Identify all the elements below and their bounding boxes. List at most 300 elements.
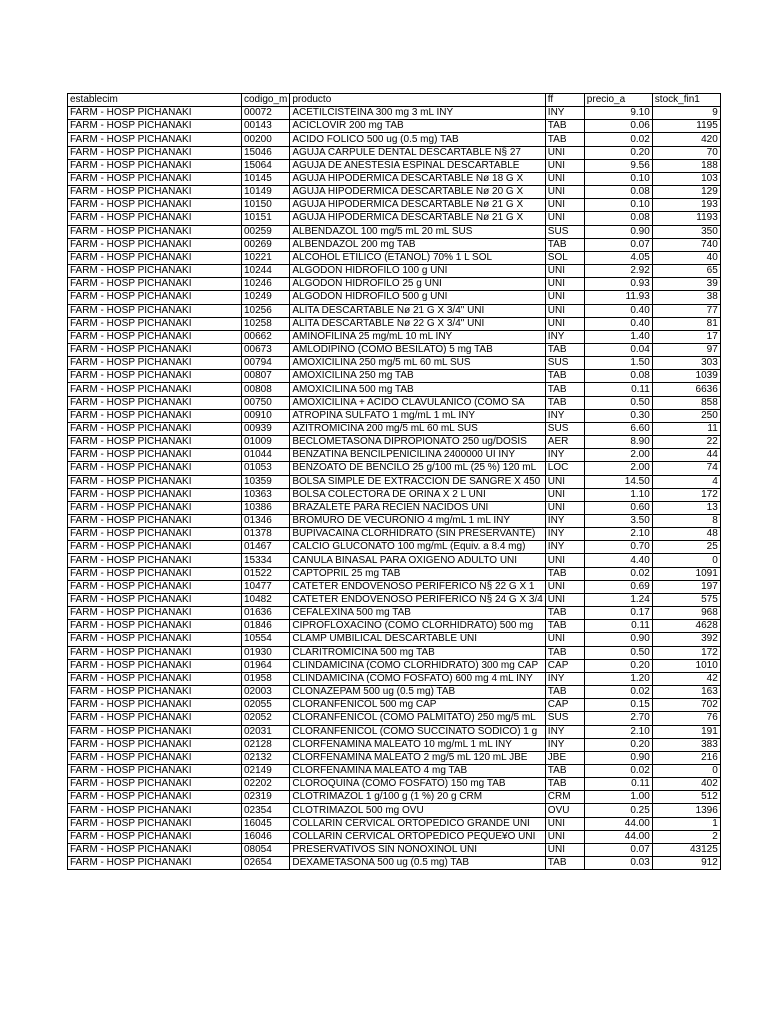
- cell-ff: CRM: [545, 791, 584, 804]
- cell-establecim: FARM - HOSP PICHANAKI: [68, 712, 242, 725]
- table-row: [68, 238, 721, 251]
- cell-ff: INY: [545, 725, 584, 738]
- cell-producto: CAPTOPRIL 25 mg TAB: [290, 567, 545, 580]
- cell-producto: CLINDAMICINA (COMO CLORHIDRATO) 300 mg CAP: [290, 659, 545, 672]
- cell-stock: 1193: [652, 212, 720, 225]
- cell-precio: 0.90: [584, 633, 652, 646]
- cell-precio: 0.02: [584, 567, 652, 580]
- table-row: [68, 725, 721, 738]
- cell-establecim: FARM - HOSP PICHANAKI: [68, 580, 242, 593]
- cell-producto: ALITA DESCARTABLE Nø 22 G X 3/4" UNI: [290, 317, 545, 330]
- cell-producto: AMOXICILINA 500 mg TAB: [290, 383, 545, 396]
- table-row: [68, 396, 721, 409]
- cell-establecim: FARM - HOSP PICHANAKI: [68, 172, 242, 185]
- cell-establecim: FARM - HOSP PICHANAKI: [68, 449, 242, 462]
- cell-precio: 6.60: [584, 422, 652, 435]
- cell-establecim: FARM - HOSP PICHANAKI: [68, 120, 242, 133]
- cell-stock: 4: [652, 475, 720, 488]
- cell-ff: TAB: [545, 396, 584, 409]
- cell-stock: 858: [652, 396, 720, 409]
- cell-producto: CLARITROMICINA 500 mg TAB: [290, 646, 545, 659]
- cell-establecim: FARM - HOSP PICHANAKI: [68, 738, 242, 751]
- cell-codigo: 10477: [242, 580, 290, 593]
- cell-ff: OVU: [545, 804, 584, 817]
- table-row: [68, 133, 721, 146]
- table-row: [68, 672, 721, 685]
- cell-codigo: 00807: [242, 370, 290, 383]
- cell-codigo: 10482: [242, 593, 290, 606]
- cell-codigo: 10149: [242, 186, 290, 199]
- cell-producto: ALGODON HIDROFILO 500 g UNI: [290, 291, 545, 304]
- header-stock: stock_fin1: [652, 94, 720, 107]
- cell-ff: TAB: [545, 383, 584, 396]
- cell-producto: CLORFENAMINA MALEATO 10 mg/mL 1 mL INY: [290, 738, 545, 751]
- cell-establecim: FARM - HOSP PICHANAKI: [68, 659, 242, 672]
- cell-stock: 163: [652, 686, 720, 699]
- cell-ff: UNI: [545, 593, 584, 606]
- cell-codigo: 15064: [242, 159, 290, 172]
- cell-codigo: 00750: [242, 396, 290, 409]
- cell-producto: AMLODIPINO (COMO BESILATO) 5 mg TAB: [290, 343, 545, 356]
- cell-ff: INY: [545, 738, 584, 751]
- cell-establecim: FARM - HOSP PICHANAKI: [68, 317, 242, 330]
- cell-precio: 1.24: [584, 593, 652, 606]
- cell-producto: BENZOATO DE BENCILO 25 g/100 mL (25 %) 120 mL: [290, 462, 545, 475]
- cell-stock: 8: [652, 515, 720, 528]
- table-row: [68, 501, 721, 514]
- table-row: [68, 225, 721, 238]
- table-row: [68, 436, 721, 449]
- cell-codigo: 00072: [242, 107, 290, 120]
- table-row: [68, 515, 721, 528]
- cell-producto: ACIDO FOLICO 500 ug (0.5 mg) TAB: [290, 133, 545, 146]
- table-row: [68, 330, 721, 343]
- cell-precio: 0.40: [584, 304, 652, 317]
- table-row: [68, 580, 721, 593]
- cell-stock: 512: [652, 791, 720, 804]
- cell-ff: JBE: [545, 751, 584, 764]
- cell-codigo: 00794: [242, 357, 290, 370]
- cell-precio: 2.10: [584, 528, 652, 541]
- cell-stock: 1039: [652, 370, 720, 383]
- cell-establecim: FARM - HOSP PICHANAKI: [68, 686, 242, 699]
- cell-codigo: 08054: [242, 843, 290, 856]
- table-row: [68, 857, 721, 870]
- cell-stock: 44: [652, 449, 720, 462]
- cell-producto: AGUJA HIPODERMICA DESCARTABLE Nø 21 G X: [290, 199, 545, 212]
- cell-stock: 65: [652, 265, 720, 278]
- cell-producto: PRESERVATIVOS SIN NONOXINOL UNI: [290, 843, 545, 856]
- cell-precio: 4.40: [584, 554, 652, 567]
- cell-precio: 0.11: [584, 778, 652, 791]
- cell-producto: AGUJA HIPODERMICA DESCARTABLE Nø 20 G X: [290, 186, 545, 199]
- cell-codigo: 02132: [242, 751, 290, 764]
- cell-establecim: FARM - HOSP PICHANAKI: [68, 804, 242, 817]
- cell-stock: 193: [652, 199, 720, 212]
- cell-establecim: FARM - HOSP PICHANAKI: [68, 830, 242, 843]
- cell-producto: BUPIVACAINA CLORHIDRATO (SIN PRESERVANTE): [290, 528, 545, 541]
- cell-stock: 48: [652, 528, 720, 541]
- cell-ff: UNI: [545, 580, 584, 593]
- cell-precio: 3.50: [584, 515, 652, 528]
- cell-establecim: FARM - HOSP PICHANAKI: [68, 567, 242, 580]
- cell-establecim: FARM - HOSP PICHANAKI: [68, 343, 242, 356]
- cell-producto: BOLSA SIMPLE DE EXTRACCION DE SANGRE X 450: [290, 475, 545, 488]
- cell-precio: 0.60: [584, 501, 652, 514]
- cell-stock: 575: [652, 593, 720, 606]
- table-row: [68, 409, 721, 422]
- cell-codigo: 10145: [242, 172, 290, 185]
- cell-precio: 0.69: [584, 580, 652, 593]
- cell-precio: 0.93: [584, 278, 652, 291]
- cell-ff: UNI: [545, 291, 584, 304]
- cell-ff: UNI: [545, 633, 584, 646]
- cell-establecim: FARM - HOSP PICHANAKI: [68, 791, 242, 804]
- cell-ff: UNI: [545, 199, 584, 212]
- cell-ff: UNI: [545, 843, 584, 856]
- cell-producto: ALGODON HIDROFILO 25 g UNI: [290, 278, 545, 291]
- cell-stock: 25: [652, 541, 720, 554]
- cell-codigo: 10363: [242, 488, 290, 501]
- cell-ff: UNI: [545, 265, 584, 278]
- cell-establecim: FARM - HOSP PICHANAKI: [68, 528, 242, 541]
- cell-producto: DEXAMETASONA 500 ug (0.5 mg) TAB: [290, 857, 545, 870]
- cell-ff: TAB: [545, 857, 584, 870]
- cell-ff: UNI: [545, 186, 584, 199]
- table-row: [68, 646, 721, 659]
- cell-ff: TAB: [545, 686, 584, 699]
- cell-producto: CLORFENAMINA MALEATO 2 mg/5 mL 120 mL JBE: [290, 751, 545, 764]
- cell-ff: UNI: [545, 501, 584, 514]
- cell-establecim: FARM - HOSP PICHANAKI: [68, 357, 242, 370]
- cell-precio: 2.70: [584, 712, 652, 725]
- table-row: [68, 172, 721, 185]
- cell-precio: 2.00: [584, 449, 652, 462]
- table-row: [68, 357, 721, 370]
- cell-codigo: 00269: [242, 238, 290, 251]
- table-row: [68, 738, 721, 751]
- cell-producto: AMINOFILINA 25 mg/mL 10 mL INY: [290, 330, 545, 343]
- cell-ff: TAB: [545, 607, 584, 620]
- cell-codigo: 00808: [242, 383, 290, 396]
- cell-precio: 0.11: [584, 383, 652, 396]
- cell-ff: UNI: [545, 278, 584, 291]
- cell-producto: ALCOHOL ETILICO (ETANOL) 70% 1 L SOL: [290, 251, 545, 264]
- cell-codigo: 15046: [242, 146, 290, 159]
- cell-establecim: FARM - HOSP PICHANAKI: [68, 462, 242, 475]
- cell-ff: UNI: [545, 212, 584, 225]
- cell-producto: ACICLOVIR 200 mg TAB: [290, 120, 545, 133]
- cell-establecim: FARM - HOSP PICHANAKI: [68, 304, 242, 317]
- cell-stock: 912: [652, 857, 720, 870]
- cell-stock: 76: [652, 712, 720, 725]
- cell-producto: BROMURO DE VECURONIO 4 mg/mL 1 mL INY: [290, 515, 545, 528]
- cell-precio: 1.50: [584, 357, 652, 370]
- cell-ff: INY: [545, 672, 584, 685]
- cell-precio: 0.08: [584, 370, 652, 383]
- cell-ff: UNI: [545, 159, 584, 172]
- cell-precio: 9.10: [584, 107, 652, 120]
- table-row: [68, 528, 721, 541]
- cell-establecim: FARM - HOSP PICHANAKI: [68, 475, 242, 488]
- cell-precio: 2.00: [584, 462, 652, 475]
- cell-ff: INY: [545, 107, 584, 120]
- cell-stock: 38: [652, 291, 720, 304]
- table-row: [68, 343, 721, 356]
- cell-establecim: FARM - HOSP PICHANAKI: [68, 541, 242, 554]
- table-row: [68, 383, 721, 396]
- cell-codigo: 10554: [242, 633, 290, 646]
- cell-producto: ALBENDAZOL 200 mg TAB: [290, 238, 545, 251]
- cell-precio: 0.07: [584, 843, 652, 856]
- cell-establecim: FARM - HOSP PICHANAKI: [68, 265, 242, 278]
- cell-stock: 39: [652, 278, 720, 291]
- cell-ff: UNI: [545, 830, 584, 843]
- cell-establecim: FARM - HOSP PICHANAKI: [68, 607, 242, 620]
- cell-ff: LOC: [545, 462, 584, 475]
- header-precio: precio_a: [584, 94, 652, 107]
- cell-codigo: 16046: [242, 830, 290, 843]
- cell-establecim: FARM - HOSP PICHANAKI: [68, 186, 242, 199]
- cell-establecim: FARM - HOSP PICHANAKI: [68, 225, 242, 238]
- cell-producto: CLORANFENICOL (COMO PALMITATO) 250 mg/5 mL: [290, 712, 545, 725]
- table-row: [68, 199, 721, 212]
- table-row: [68, 488, 721, 501]
- cell-producto: CLOTRIMAZOL 1 g/100 g (1 %) 20 g CRM: [290, 791, 545, 804]
- cell-producto: AGUJA HIPODERMICA DESCARTABLE Nø 18 G X: [290, 172, 545, 185]
- cell-establecim: FARM - HOSP PICHANAKI: [68, 396, 242, 409]
- table-row: [68, 107, 721, 120]
- cell-precio: 0.50: [584, 646, 652, 659]
- cell-producto: AMOXICILINA + ACIDO CLAVULANICO (COMO SA: [290, 396, 545, 409]
- cell-codigo: 02202: [242, 778, 290, 791]
- cell-stock: 17: [652, 330, 720, 343]
- cell-establecim: FARM - HOSP PICHANAKI: [68, 291, 242, 304]
- cell-precio: 0.90: [584, 751, 652, 764]
- cell-codigo: 02128: [242, 738, 290, 751]
- cell-precio: 9.56: [584, 159, 652, 172]
- cell-establecim: FARM - HOSP PICHANAKI: [68, 857, 242, 870]
- cell-establecim: FARM - HOSP PICHANAKI: [68, 699, 242, 712]
- cell-ff: UNI: [545, 488, 584, 501]
- cell-ff: SUS: [545, 422, 584, 435]
- cell-stock: 70: [652, 146, 720, 159]
- cell-codigo: 01378: [242, 528, 290, 541]
- cell-ff: CAP: [545, 659, 584, 672]
- table-row: [68, 712, 721, 725]
- cell-precio: 11.93: [584, 291, 652, 304]
- cell-producto: BOLSA COLECTORA DE ORINA X 2 L UNI: [290, 488, 545, 501]
- cell-stock: 0: [652, 764, 720, 777]
- cell-producto: ALITA DESCARTABLE Nø 21 G X 3/4" UNI: [290, 304, 545, 317]
- cell-producto: ALBENDAZOL 100 mg/5 mL 20 mL SUS: [290, 225, 545, 238]
- cell-producto: CLOTRIMAZOL 500 mg OVU: [290, 804, 545, 817]
- cell-precio: 0.08: [584, 186, 652, 199]
- stock-table: [67, 93, 721, 870]
- cell-stock: 197: [652, 580, 720, 593]
- cell-stock: 6636: [652, 383, 720, 396]
- cell-producto: AGUJA HIPODERMICA DESCARTABLE Nø 21 G X: [290, 212, 545, 225]
- table-row: [68, 633, 721, 646]
- table-row: [68, 554, 721, 567]
- cell-ff: SOL: [545, 251, 584, 264]
- cell-stock: 1091: [652, 567, 720, 580]
- cell-precio: 1.20: [584, 672, 652, 685]
- cell-producto: CANULA BINASAL PARA OXIGENO ADULTO UNI: [290, 554, 545, 567]
- cell-precio: 0.15: [584, 699, 652, 712]
- table-row: [68, 120, 721, 133]
- cell-establecim: FARM - HOSP PICHANAKI: [68, 593, 242, 606]
- cell-producto: ACETILCISTEINA 300 mg 3 mL INY: [290, 107, 545, 120]
- cell-stock: 97: [652, 343, 720, 356]
- cell-establecim: FARM - HOSP PICHANAKI: [68, 515, 242, 528]
- table-row: [68, 186, 721, 199]
- table-row: [68, 449, 721, 462]
- cell-codigo: 02003: [242, 686, 290, 699]
- table-row: [68, 212, 721, 225]
- cell-codigo: 10249: [242, 291, 290, 304]
- cell-establecim: FARM - HOSP PICHANAKI: [68, 488, 242, 501]
- cell-codigo: 10151: [242, 212, 290, 225]
- table-row: [68, 146, 721, 159]
- cell-codigo: 02031: [242, 725, 290, 738]
- cell-establecim: FARM - HOSP PICHANAKI: [68, 554, 242, 567]
- cell-stock: 350: [652, 225, 720, 238]
- cell-stock: 74: [652, 462, 720, 475]
- cell-precio: 0.90: [584, 225, 652, 238]
- cell-codigo: 01009: [242, 436, 290, 449]
- cell-ff: INY: [545, 409, 584, 422]
- cell-codigo: 00910: [242, 409, 290, 422]
- cell-establecim: FARM - HOSP PICHANAKI: [68, 238, 242, 251]
- cell-producto: CLORFENAMINA MALEATO 4 mg TAB: [290, 764, 545, 777]
- cell-producto: CATETER ENDOVENOSO PERIFERICO N§ 24 G X 3/4: [290, 593, 545, 606]
- cell-precio: 44.00: [584, 830, 652, 843]
- table-row: [68, 251, 721, 264]
- cell-establecim: FARM - HOSP PICHANAKI: [68, 501, 242, 514]
- table-row: [68, 843, 721, 856]
- cell-producto: ATROPINA SULFATO 1 mg/mL 1 mL INY: [290, 409, 545, 422]
- header-producto: producto: [290, 94, 545, 107]
- table-row: [68, 159, 721, 172]
- table-row: [68, 607, 721, 620]
- cell-codigo: 01930: [242, 646, 290, 659]
- cell-precio: 0.30: [584, 409, 652, 422]
- cell-establecim: FARM - HOSP PICHANAKI: [68, 817, 242, 830]
- cell-precio: 0.11: [584, 620, 652, 633]
- header-ff: ff: [545, 94, 584, 107]
- cell-precio: 0.25: [584, 804, 652, 817]
- cell-stock: 392: [652, 633, 720, 646]
- cell-ff: CAP: [545, 699, 584, 712]
- cell-precio: 1.10: [584, 488, 652, 501]
- cell-producto: CATETER ENDOVENOSO PERIFERICO N§ 22 G X 1: [290, 580, 545, 593]
- cell-producto: AMOXICILINA 250 mg TAB: [290, 370, 545, 383]
- cell-stock: 1010: [652, 659, 720, 672]
- cell-stock: 968: [652, 607, 720, 620]
- cell-ff: TAB: [545, 370, 584, 383]
- cell-producto: BRAZALETE PARA RECIEN NACIDOS UNI: [290, 501, 545, 514]
- cell-ff: UNI: [545, 304, 584, 317]
- cell-codigo: 10221: [242, 251, 290, 264]
- cell-codigo: 01053: [242, 462, 290, 475]
- cell-ff: UNI: [545, 817, 584, 830]
- table-row: [68, 804, 721, 817]
- table-row: [68, 265, 721, 278]
- cell-precio: 0.07: [584, 238, 652, 251]
- cell-precio: 2.10: [584, 725, 652, 738]
- table-row: [68, 778, 721, 791]
- cell-codigo: 00200: [242, 133, 290, 146]
- cell-establecim: FARM - HOSP PICHANAKI: [68, 146, 242, 159]
- table-row: [68, 370, 721, 383]
- cell-precio: 0.40: [584, 317, 652, 330]
- cell-ff: TAB: [545, 567, 584, 580]
- cell-precio: 0.20: [584, 738, 652, 751]
- table-row: [68, 830, 721, 843]
- cell-ff: INY: [545, 449, 584, 462]
- cell-stock: 22: [652, 436, 720, 449]
- cell-stock: 188: [652, 159, 720, 172]
- cell-precio: 0.70: [584, 541, 652, 554]
- table-row: [68, 462, 721, 475]
- cell-ff: SUS: [545, 357, 584, 370]
- cell-ff: INY: [545, 541, 584, 554]
- cell-precio: 0.06: [584, 120, 652, 133]
- cell-stock: 103: [652, 172, 720, 185]
- table-row: [68, 699, 721, 712]
- cell-establecim: FARM - HOSP PICHANAKI: [68, 764, 242, 777]
- cell-stock: 216: [652, 751, 720, 764]
- cell-producto: COLLARIN CERVICAL ORTOPEDICO GRANDE UNI: [290, 817, 545, 830]
- cell-ff: TAB: [545, 764, 584, 777]
- cell-codigo: 02654: [242, 857, 290, 870]
- cell-codigo: 00259: [242, 225, 290, 238]
- cell-producto: ALGODON HIDROFILO 100 g UNI: [290, 265, 545, 278]
- table-row: [68, 751, 721, 764]
- table-row: [68, 475, 721, 488]
- cell-codigo: 01958: [242, 672, 290, 685]
- cell-establecim: FARM - HOSP PICHANAKI: [68, 107, 242, 120]
- cell-codigo: 01044: [242, 449, 290, 462]
- cell-ff: INY: [545, 330, 584, 343]
- cell-stock: 13: [652, 501, 720, 514]
- cell-ff: UNI: [545, 554, 584, 567]
- table-row: [68, 791, 721, 804]
- cell-establecim: FARM - HOSP PICHANAKI: [68, 278, 242, 291]
- cell-codigo: 02149: [242, 764, 290, 777]
- cell-establecim: FARM - HOSP PICHANAKI: [68, 199, 242, 212]
- cell-stock: 303: [652, 357, 720, 370]
- cell-stock: 172: [652, 488, 720, 501]
- cell-stock: 383: [652, 738, 720, 751]
- table-row: [68, 304, 721, 317]
- cell-codigo: 02354: [242, 804, 290, 817]
- cell-stock: 250: [652, 409, 720, 422]
- cell-precio: 0.02: [584, 764, 652, 777]
- cell-ff: TAB: [545, 133, 584, 146]
- table-row: [68, 620, 721, 633]
- cell-establecim: FARM - HOSP PICHANAKI: [68, 370, 242, 383]
- cell-producto: CLAMP UMBILICAL DESCARTABLE UNI: [290, 633, 545, 646]
- cell-producto: CALCIO GLUCONATO 100 mg/mL (Equiv. a 8.4 mg): [290, 541, 545, 554]
- cell-precio: 0.08: [584, 212, 652, 225]
- cell-precio: 4.05: [584, 251, 652, 264]
- table-row: [68, 422, 721, 435]
- table-row: [68, 593, 721, 606]
- cell-producto: AMOXICILINA 250 mg/5 mL 60 mL SUS: [290, 357, 545, 370]
- cell-precio: 0.03: [584, 857, 652, 870]
